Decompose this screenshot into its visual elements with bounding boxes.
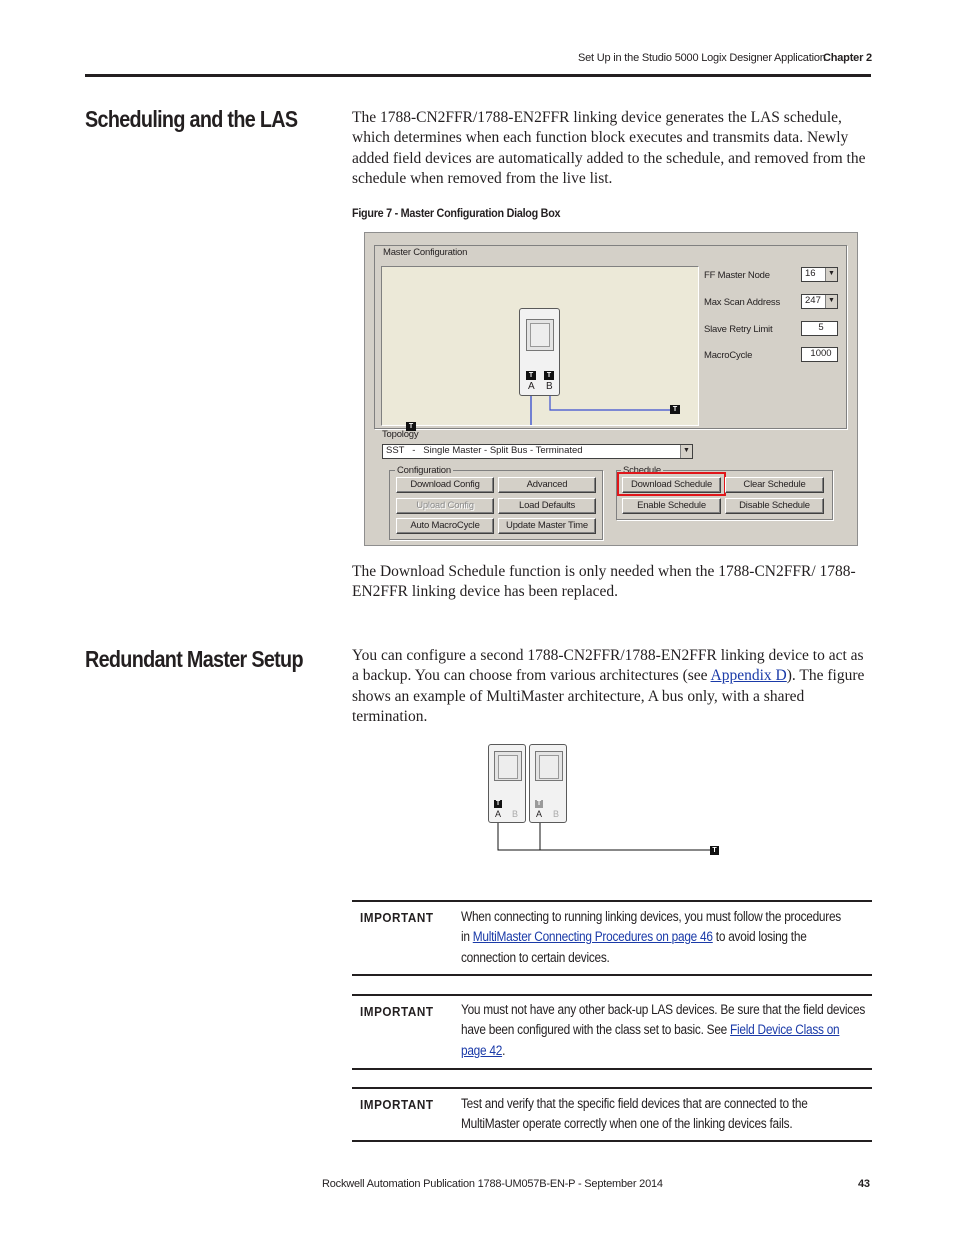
page-number: 43 [858, 1178, 870, 1190]
multimaster-figure [486, 744, 726, 858]
advanced-button[interactable]: Advanced [498, 477, 596, 493]
figure-caption: Figure 7 - Master Configuration Dialog Box [352, 206, 561, 220]
terminator-b-icon: T [544, 371, 554, 380]
topology-label: Topology [382, 429, 419, 440]
redundant-paragraph: You can configure a second 1788-CN2FFR/1788-EN2FFR linking device to act as a backup. You can choose from various architectures (see Appendix D). The figure shows an example of MultiMaster architecture, A bus only, with a shared termination. [352, 647, 865, 726]
multimaster-procedures-link[interactable]: MultiMaster Connecting Procedures on page 46 [472, 929, 713, 945]
macrocycle-input[interactable]: 1000 [801, 347, 838, 362]
important-3-label: IMPORTANT [360, 1097, 434, 1112]
linking-device-2-icon [529, 744, 567, 823]
section-title-scheduling: Scheduling and the LAS [85, 106, 298, 132]
port-a-label: A [528, 381, 535, 392]
important-1-top-rule [352, 900, 872, 902]
enable-schedule-button[interactable]: Enable Schedule [622, 498, 721, 514]
important-3-text: Test and verify that the specific field devices that are connected to the MultiMaster operate correctly when one of the linking devices fails. [461, 1096, 808, 1132]
important-1-text: When connecting to running linking devices, you must follow the procedures in MultiMaster Connecting Procedures on page 46 to avoid losing the connection to certain devices. [461, 909, 841, 965]
max-scan-address-value: 247 [805, 295, 821, 306]
appendix-d-link[interactable]: Appendix D [710, 667, 787, 685]
update-master-time-button[interactable]: Update Master Time [498, 518, 596, 534]
topology-value: SST - Single Master - Split Bus - Terminated [386, 445, 583, 456]
scheduling-paragraph: The 1788-CN2FFR/1788-EN2FFR linking device generates the LAS schedule, which determines when each function block executes and transmits data. Newly added field devices are automatically added to the schedule, and removed from the schedule when removed from the live list. [352, 109, 866, 188]
chapter-label: Chapter 2 [823, 52, 872, 64]
chevron-down-icon[interactable]: ▼ [825, 268, 837, 281]
important-1-bottom-rule [352, 974, 872, 976]
port-b-label: B [546, 381, 553, 392]
important-3-top-rule [352, 1087, 872, 1089]
max-scan-address-label: Max Scan Address [704, 297, 781, 308]
bus-b-line [550, 395, 680, 410]
download-config-button[interactable]: Download Config [396, 477, 494, 493]
port-b-label: B [512, 809, 519, 819]
shared-terminator-icon: T [710, 846, 719, 855]
section-title-redundant: Redundant Master Setup [85, 646, 303, 672]
footer-publication: Rockwell Automation Publication 1788-UM057B-EN-P - September 2014 [322, 1178, 663, 1190]
chevron-down-icon[interactable]: ▼ [825, 295, 837, 308]
running-title: Set Up in the Studio 5000 Logix Designer Application [578, 52, 826, 64]
auto-macrocycle-button[interactable]: Auto MacroCycle [396, 518, 494, 534]
terminator-disabled-icon: T [536, 800, 542, 807]
bus-a-lower-line [416, 395, 531, 425]
ff-master-node-value: 16 [805, 268, 816, 279]
port-a-label: A [536, 809, 543, 819]
important-2-label: IMPORTANT [360, 1004, 434, 1019]
terminator-a-icon: T [526, 371, 536, 380]
download-schedule-highlight [617, 472, 726, 496]
download-schedule-note: The Download Schedule function is only needed when the 1788-CN2FFR/ 1788-EN2FFR linking device has been replaced. [352, 563, 856, 601]
master-configuration-group-label: Master Configuration [383, 247, 468, 258]
port-a-label: A [495, 809, 502, 819]
upload-config-button[interactable]: Upload Config [396, 498, 494, 514]
important-3-bottom-rule [352, 1140, 872, 1142]
slave-retry-limit-input[interactable]: 5 [801, 321, 838, 336]
slave-retry-limit-label: Slave Retry Limit [704, 324, 773, 335]
important-1-label: IMPORTANT [360, 910, 434, 925]
important-2-bottom-rule [352, 1068, 872, 1070]
terminator-icon: T [495, 800, 501, 807]
configuration-group-label: Configuration [397, 465, 451, 476]
port-b-label: B [553, 809, 560, 819]
terminator-right-icon: T [670, 405, 680, 414]
terminator-left-icon: T [406, 422, 416, 431]
header-rule [85, 74, 871, 77]
ff-master-node-label: FF Master Node [704, 270, 770, 281]
download-schedule-button[interactable]: Download Schedule [622, 477, 721, 493]
linking-device-1-icon [488, 744, 526, 823]
macrocycle-label: MacroCycle [704, 350, 753, 361]
topology-select[interactable] [382, 444, 693, 459]
linking-device-icon [519, 308, 560, 396]
chevron-down-icon[interactable]: ▼ [680, 445, 692, 458]
disable-schedule-button[interactable]: Disable Schedule [725, 498, 824, 514]
max-scan-address-select[interactable] [801, 294, 838, 309]
important-2-text: You must not have any other back-up LAS devices. Be sure that the field devices have been configured with the class set to basic. See Field Device Class on page 42. [461, 1002, 866, 1058]
field-device-class-page-link[interactable]: page 42 [461, 1042, 503, 1058]
clear-schedule-button[interactable]: Clear Schedule [725, 477, 824, 493]
ff-master-node-select[interactable] [801, 267, 838, 282]
topology-canvas [381, 266, 699, 430]
schedule-group-label: Schedule [623, 465, 662, 476]
load-defaults-button[interactable]: Load Defaults [498, 498, 596, 514]
field-device-class-link[interactable]: Field Device Class on [730, 1022, 840, 1038]
important-2-top-rule [352, 994, 872, 996]
master-configuration-dialog [364, 232, 858, 546]
